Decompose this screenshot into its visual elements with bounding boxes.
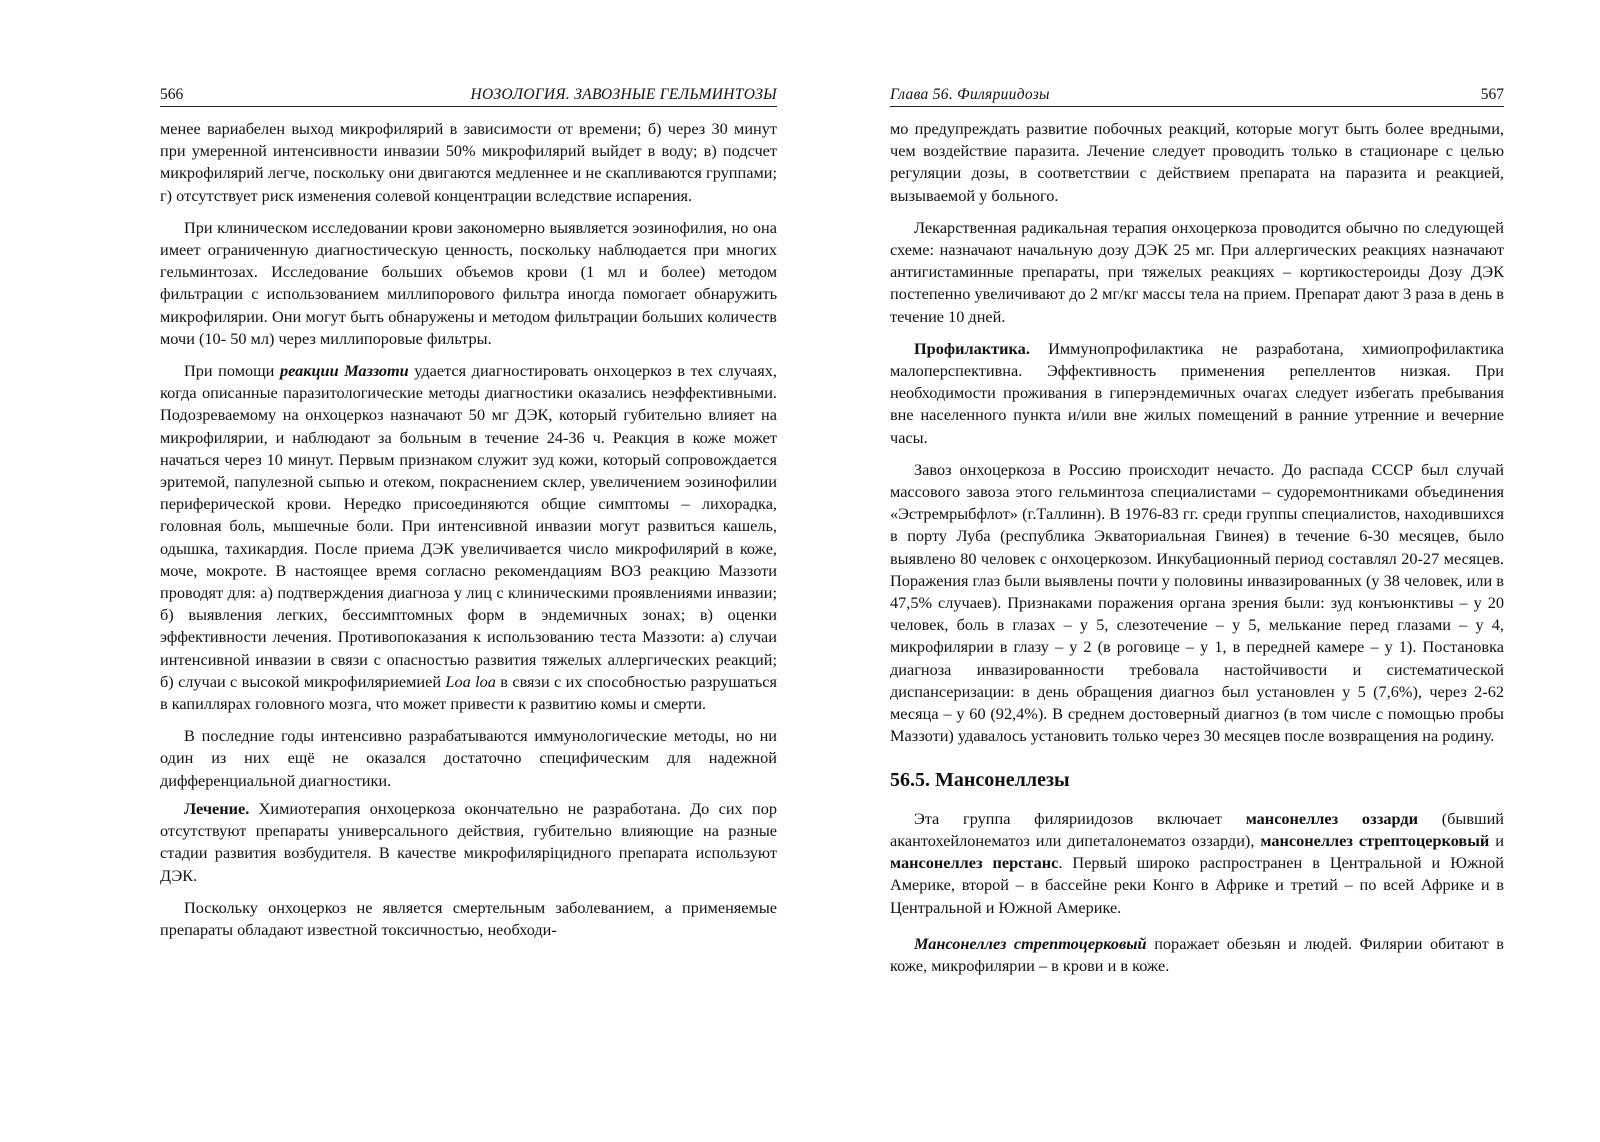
paragraph: Лечение. Химиотерапия онхоцеркоза окончательно не разработана. До сих пор отсутствуют препараты универсального действия, губительно влияющие на разные стадии развития возбудителя. В качестве микрофиляріцидного препарата используют ДЭК. (160, 798, 777, 885)
left-page-body (160, 118, 777, 947)
term-treatment: Лечение. (184, 798, 250, 818)
left-running-title: НОЗОЛОГИЯ. ЗАВОЗНЫЕ ГЕЛЬМИНТОЗЫ (470, 86, 777, 103)
paragraph: При клиническом исследовании крови закономерно выявляется эозинофилия, но она имеет ограниченную диагностическую ценность, поскольку наблюдается при многих гельминтозах. Исследование больших объемов крови (1 мл и более) методом фильтрации с использованием миллипорового фильтра иногда помогает обнаружить микрофилярии. Они могут быть обнаружены и методом фильтрации больших количеств мочи (10- 50 мл) через миллипоровые фильтры. (160, 217, 777, 348)
paragraph: В последние годы интенсивно разрабатываются иммунологические методы, но ни один из них ещё не оказался достаточно специфическим для надежной дифференциальной диагностики. (160, 726, 777, 790)
term-ozzardi: мансонеллез оззарди (1245, 808, 1418, 828)
paragraph: Завоз онхоцеркоза в Россию происходит нечасто. До распада СССР был случай массового завоза этого гельминтоза специалистами – судоремонтниками объединения «Эстремрыбфлот» (г.Таллинн). В 1976-83 гг. среди группы специалистов, находившихся в порту Луба (республика Экваториальная Гвинея) в течение 6-30 месяцев, было выявлено 80 человек с онхоцеркозом. Инкубационный период составлял 20-27 месяцев. Поражения глаз были выявлены почти у половины инвазированных (у 38 человек, или в 47,5% случаев). Признаками поражения органа зрения были: зуд конъюнктивы – у 20 человек, боль в глазах – у 5, слезотечение – у 5, мелькание перед глазами – у 4, микрофилярии в глазу – у 2 (в роговице – у 1, в передней камере – у 1). Постановка диагноза инвазированности требовала настойчивости и систематической диспансеризации: в день обращения диагноз был установлен у 5 (7,6%), через 2-62 месяца – у 60 (92,4%). В среднем достоверный диагноз (в том числе с помощью пробы Маззоти) удавалось установить только через 30 месяцев после возвращения на родину. (890, 459, 1504, 746)
paragraph: Эта группа филяриидозов включает мансонеллез оззарди (бывший акантохейлонематоз или дипеталонематоз оззарди), мансонеллез стрептоцерковый и мансонеллез перстанс. Первый широко распространен в Центральной и Южной Америке, второй – в бассейне реки Конго в Африке и третий – по всей Африке и в Центральной и Южной Америке. (890, 808, 1505, 917)
paragraph: мо предупреждать развитие побочных реакций, которые могут быть более вредными, чем воздействие паразита. Лечение следует проводить только в стационаре с целью регуляции дозы, в соответствии с действием препарата на паразита и реакцией, вызываемой у больного. (890, 119, 1504, 205)
right-running-title: Глава 56. Филяриидозы (890, 86, 1050, 103)
right-page-body (890, 118, 1504, 983)
term-streptocerca: мансонеллез стрептоцерковый (1260, 830, 1490, 850)
term-mazzotti: реакции Маззоти (279, 361, 409, 381)
left-page-header (160, 86, 777, 107)
term-perstans: мансонеллез перстанс (890, 853, 1059, 873)
term-streptocerca-heading: Мансонеллез стрептоцерковый (914, 933, 1147, 953)
right-page-header (890, 86, 1504, 107)
term-prophylaxis: Профилактика. (914, 338, 1030, 358)
paragraph: Поскольку онхоцеркоз не является смертельным заболеванием, а применяемые препараты обладают известной токсичностью, необходи- (160, 897, 777, 939)
paragraph: Лекарственная радикальная терапия онхоцеркоза проводится обычно по следующей схеме: назначают начальную дозу ДЭК 25 мг. При аллергических реакциях назначают антигистаминные препараты, при тяжелых реакциях – кортикостероиды Дозу ДЭК постепенно увеличивают до 2 мг/кг массы тела на прием. Препарат дают 3 раза в день в течение 10 дней. (890, 217, 1504, 326)
paragraph: Профилактика. Иммунопрофилактика не разработана, химиопрофилактика малоперспективна. Эффективность применения репеллентов низкая. При необходимости проживания в гиперэндемичных очагах следует избегать пребывания вне населенного пункта и/или вне жилых помещений в ранние утренние и вечерние часы. (890, 338, 1504, 447)
paragraph: Мансонеллез стрептоцерковый поражает обезьян и людей. Филярии обитают в коже, микрофилярии – в крови и в коже. (890, 933, 1504, 975)
right-page (800, 0, 1600, 1142)
paragraph: При помощи реакции Маззоти удается диагностировать онхоцеркоз в тех случаях, когда описанные паразитологические методы диагностики оказались неэффективными. Подозреваемому на онхоцеркоз назначают 50 мг ДЭК, который губительно влияет на микрофилярии, и наблюдают за больным в течение 24-36 ч. Реакция в коже может начаться через 10 минут. Первым признаком служит зуд кожи, который сопровождается эритемой, папулезной сыпью и отеком, покраснением склер, увеличением эозинофилии периферической крови. Нередко присоединяются общие симптомы – лихорадка, головная боль, мышечные боли. При интенсивной инвазии могут развиться кашель, одышка, тахикардия. После приема ДЭК увеличивается число микрофилярий в коже, моче, мокроте. В настоящее время согласно рекомендациям ВОЗ реакцию Маззоти проводят для: а) подтверждения диагноза у лиц с клиническими проявлениями инвазии; б) выявления легких, бессимптомных форм в эндемичных зонах; в) оценки эффективности лечения. Противопоказания к использованию теста Маззоти: а) случаи интенсивной инвазии в связи с опасностью развития тяжелых аллергических реакций; б) случаи с высокой микрофиляриемией Loa loa в связи с их способностью разрушаться в капиллярах головного мозга, что может привести к развитию комы и смерти. (160, 361, 778, 714)
section-heading: 56.5. Мансонеллезы (890, 769, 1070, 792)
paragraph: менее вариабелен выход микрофилярий в зависимости от времени; б) через 30 минут при умеренной интенсивности инвазии 50% микрофилярий выйдет в воду; в) подсчет микрофилярий легче, поскольку они двигаются медленнее и не скапливаются группами; г) отсутствует риск изменения солевой концентрации вследствие испарения. (160, 119, 777, 205)
left-page-number: 566 (160, 86, 184, 103)
right-page-number: 567 (1480, 86, 1504, 103)
species-name: Loa loa (445, 671, 496, 691)
